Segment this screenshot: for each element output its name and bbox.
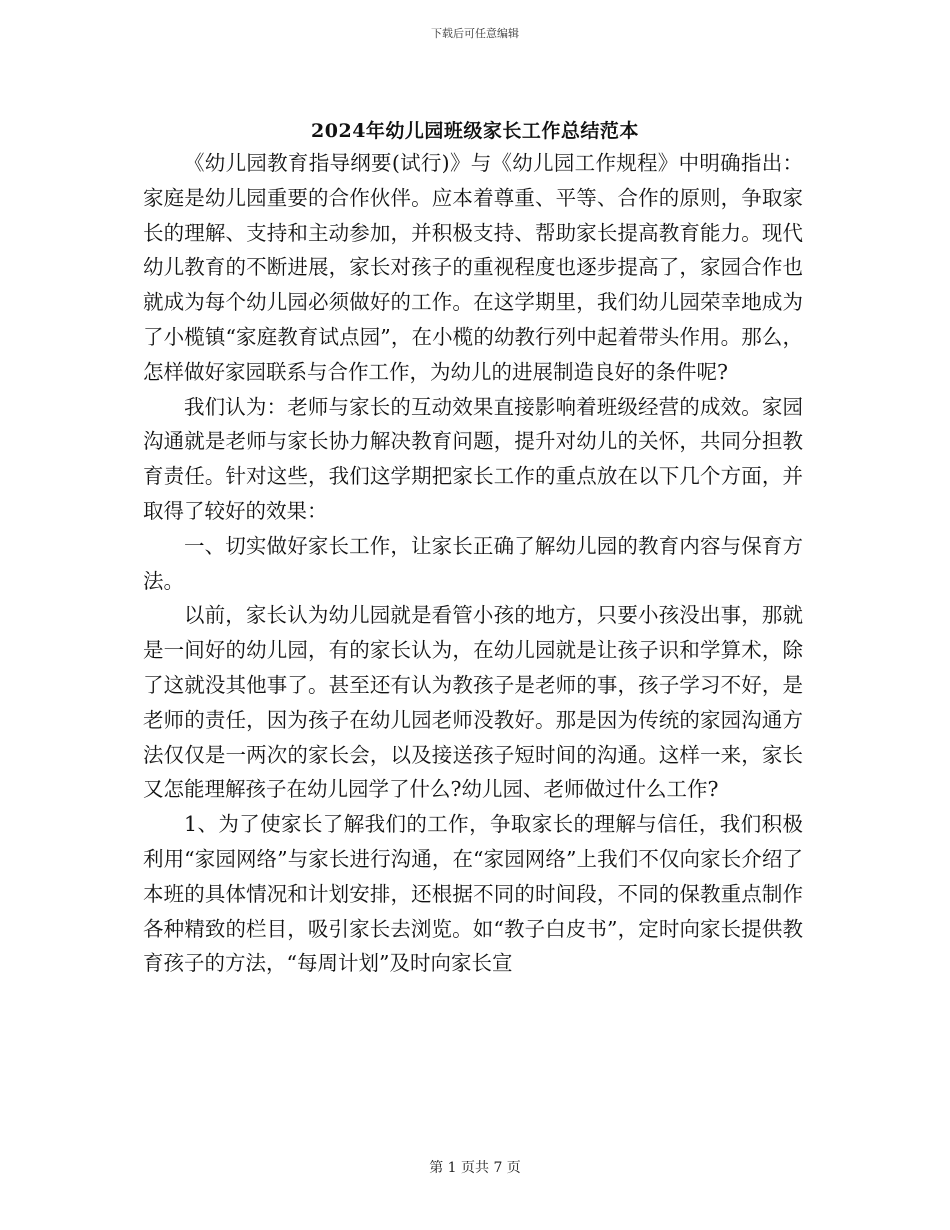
page-number: 第 1 页共 7 页 [429, 1160, 521, 1176]
paragraph: 我们认为：老师与家长的互动效果直接影响着班级经营的成效。家园沟通就是老师与家长协力解决教育问题，提升对幼儿的关怀，共同分担教育责任。针对这些，我们这学期把家长工作的重点放在以下几个方面，并取得了较好的效果： [143, 394, 803, 523]
document-body [143, 146, 803, 981]
page-header: 下载后可任意编辑 [431, 27, 519, 40]
section-heading: 一、切实做好家长工作，让家长正确了解幼儿园的教育内容与保育方法。 [143, 533, 803, 593]
paragraph: 1、为了使家长了解我们的工作，争取家长的理解与信任，我们积极利用“家园网络”与家长进行沟通，在“家园网络”上我们不仅向家长介绍了本班的具体情况和计划安排，还根据不同的时间段，不同的保教重点制作各种精致的栏目，吸引家长去浏览。如“教子白皮书”，定时向家长提供教育孩子的方法，“每周计划”及时向家长宣 [143, 812, 803, 976]
paragraph: 以前，家长认为幼儿园就是看管小孩的地方，只要小孩没出事，那就是一间好的幼儿园，有的家长认为，在幼儿园就是让孩子识和学算术，除了这就没其他事了。甚至还有认为教孩子是老师的事，孩子学习不好，是老师的责任，因为孩子在幼儿园老师没教好。那是因为传统的家园沟通方法仅仅是一两次的家长会，以及接送孩子短时间的沟通。这样一来，家长又怎能理解孩子在幼儿园学了什么?幼儿园、老师做过什么工作? [143, 603, 803, 802]
document-title: 2024年幼儿园班级家长工作总结范本 [311, 120, 639, 142]
paragraph: 《幼儿园教育指导纲要(试行)》与《幼儿园工作规程》中明确指出：家庭是幼儿园重要的合作伙伴。应本着尊重、平等、合作的原则，争取家长的理解、支持和主动参加，并积极支持、帮助家长提高教育能力。现代幼儿教育的不断进展，家长对孩子的重视程度也逐步提高了，家园合作也就成为每个幼儿园必须做好的工作。在这学期里，我们幼儿园荣幸地成为了小榄镇“家庭教育试点园”，在小榄的幼教行列中起着带头作用。那么，怎样做好家园联系与合作工作，为幼儿的进展制造良好的条件呢? [143, 151, 803, 384]
